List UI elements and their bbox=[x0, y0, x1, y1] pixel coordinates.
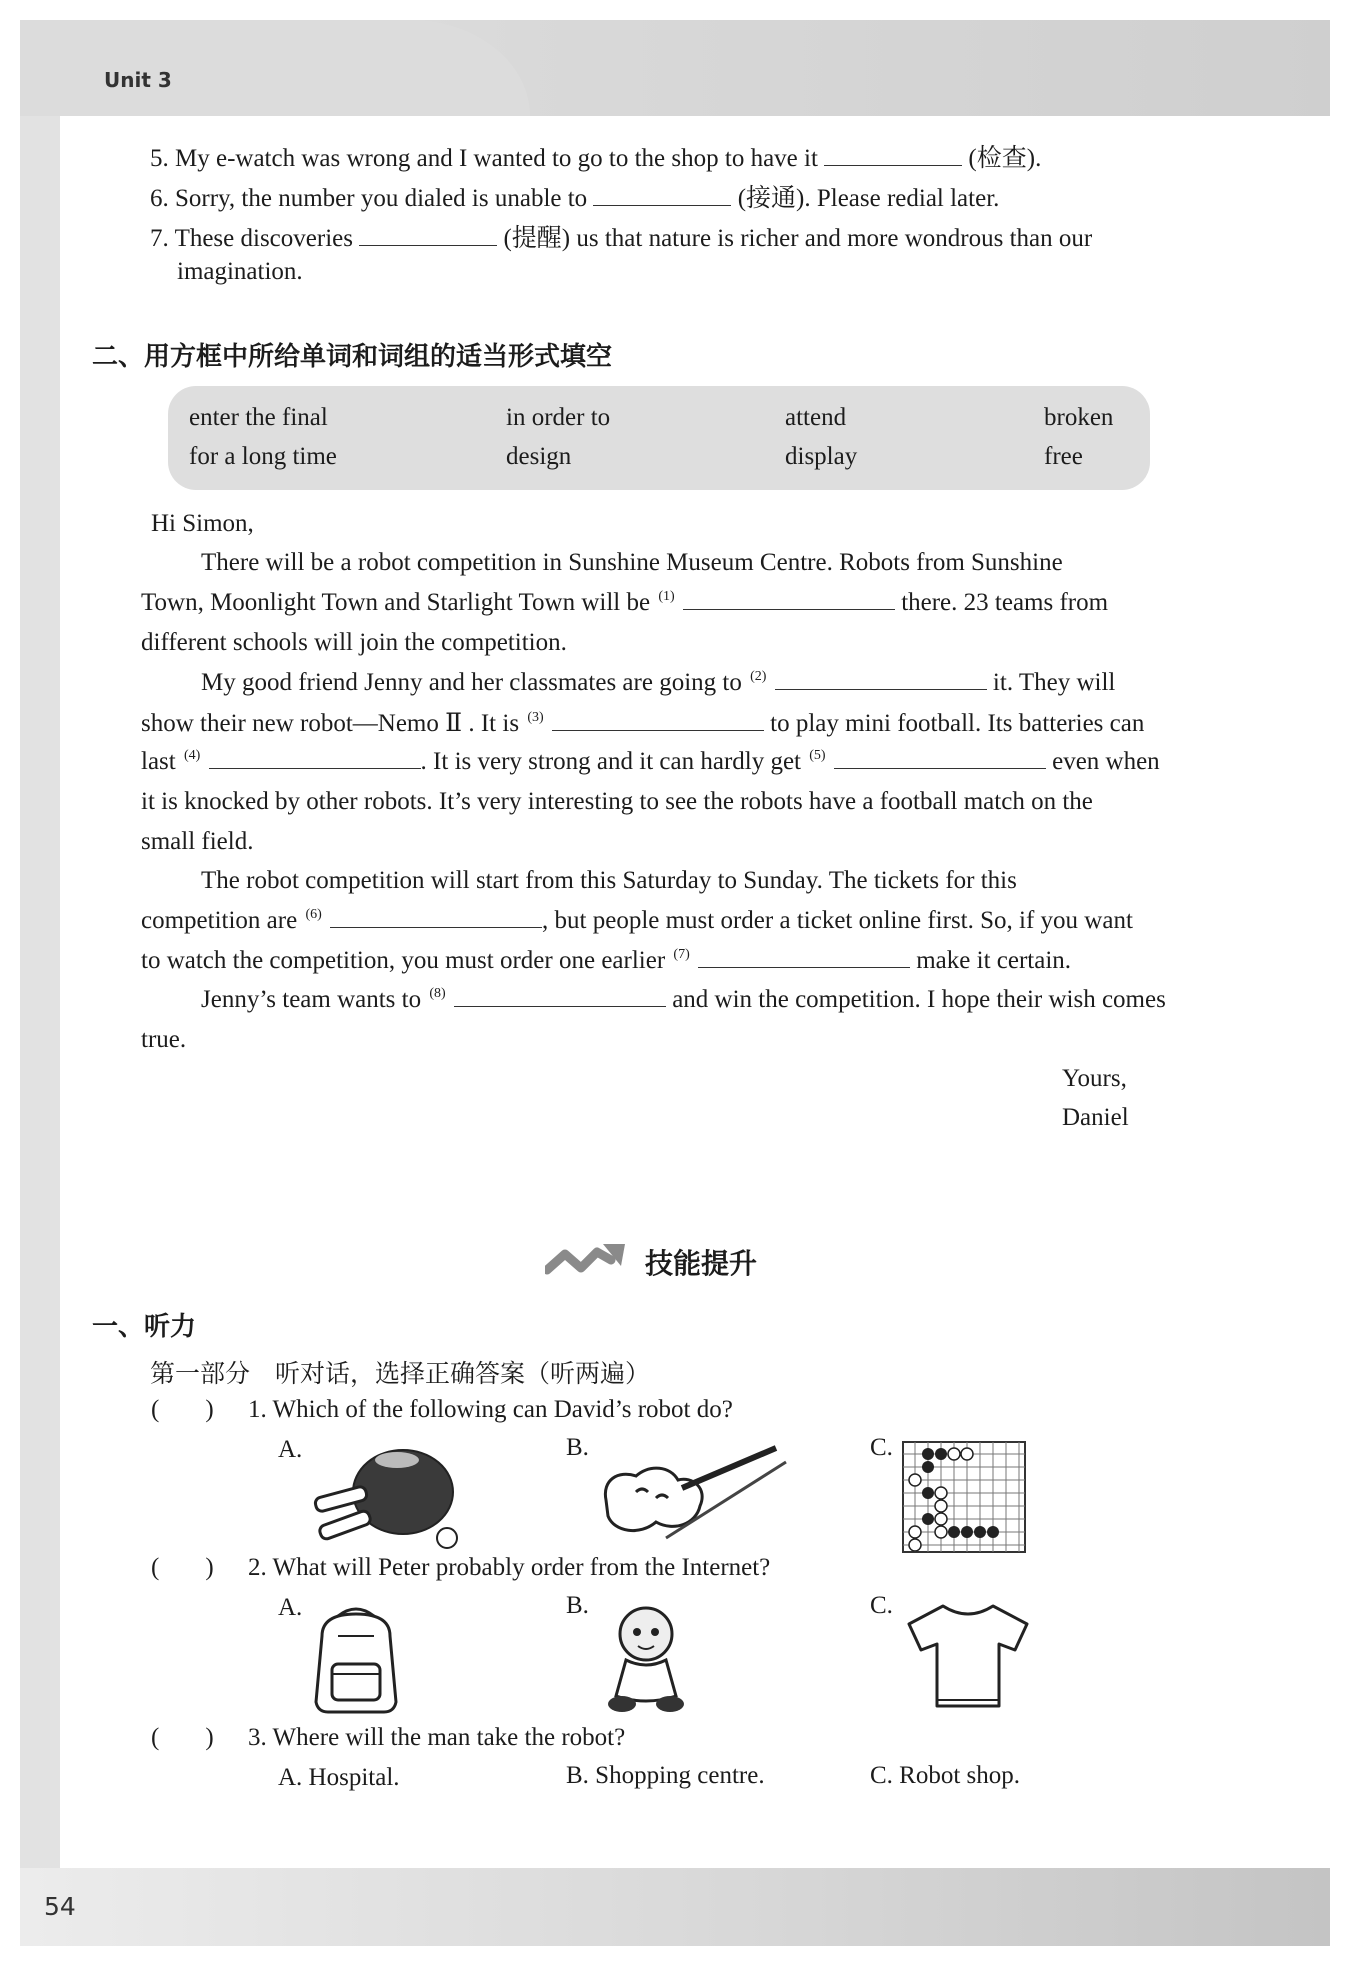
question-text: My e-watch was wrong and I wanted to go to the shop to have it bbox=[175, 145, 818, 172]
option-label: C. bbox=[870, 1434, 893, 1461]
option-label: A. bbox=[278, 1436, 303, 1463]
answer-blank[interactable] bbox=[552, 729, 764, 731]
word-box bbox=[168, 386, 1150, 490]
letter-line: competition are $^{(6)}$ , but people must order a ticket online first. So, if you want bbox=[141, 907, 1133, 934]
answer-paren[interactable]: ( ) bbox=[151, 1724, 214, 1751]
letter-line: show their new robot—Nemo Ⅱ . It is $^{(3)}$ to play mini football. Its batteries can bbox=[141, 710, 1145, 737]
answer-blank[interactable] bbox=[593, 204, 731, 206]
letter-signature: Daniel bbox=[1062, 1104, 1129, 1131]
go-board-icon[interactable] bbox=[901, 1440, 1027, 1559]
answer-blank[interactable] bbox=[775, 688, 987, 690]
question-7-continuation: imagination. bbox=[177, 258, 303, 285]
option-label: C. bbox=[870, 1592, 893, 1619]
letter-line: it is knocked by other robots. It’s very interesting to see the robots have a football match on the bbox=[141, 788, 1093, 815]
letter-line: The robot competition will start from this Saturday to Sunday. The tickets for this bbox=[201, 867, 1017, 894]
ping-pong-paddles-icon[interactable] bbox=[305, 1440, 465, 1557]
option-label: B. Shopping centre. bbox=[566, 1762, 765, 1789]
question-number: 6. bbox=[150, 185, 169, 212]
answer-blank[interactable] bbox=[454, 1005, 666, 1007]
letter-line: My good friend Jenny and her classmates are going to $^{(2)}$ it. They will bbox=[201, 669, 1116, 696]
listening-title: 一、听力 bbox=[92, 1312, 197, 1342]
question-5 bbox=[150, 138, 1041, 174]
option-label: B. bbox=[566, 1592, 589, 1619]
option-label: C. Robot shop. bbox=[870, 1762, 1021, 1789]
unit-label: Unit 3 bbox=[104, 68, 172, 92]
letter-line: last $^{(4)}$ . It is very strong and it can hardly get $^{(5)}$ even when bbox=[141, 748, 1160, 775]
backpack-icon[interactable] bbox=[308, 1602, 404, 1719]
footer-band bbox=[20, 1868, 1330, 1946]
t-shirt-icon[interactable] bbox=[903, 1600, 1033, 1717]
blank-number: (6) bbox=[305, 907, 322, 922]
answer-paren[interactable]: ( ) bbox=[151, 1554, 214, 1581]
question-hint: (检查). bbox=[968, 145, 1042, 172]
blank-number: (5) bbox=[809, 748, 826, 763]
blank-number: (4) bbox=[183, 748, 201, 763]
doll-icon[interactable] bbox=[596, 1600, 696, 1719]
blank-number: (7) bbox=[673, 947, 690, 962]
letter-line: small field. bbox=[141, 828, 254, 855]
option-label: A. Hospital. bbox=[278, 1764, 400, 1791]
question-number: 5. bbox=[150, 145, 169, 172]
answer-blank[interactable] bbox=[698, 966, 910, 968]
word-option: in order to bbox=[506, 404, 611, 431]
question-number: 7. bbox=[150, 225, 169, 252]
violin-icon[interactable] bbox=[596, 1440, 792, 1547]
answer-paren[interactable]: ( ) bbox=[151, 1396, 214, 1423]
header-tab bbox=[20, 20, 530, 116]
letter-greeting: Hi Simon, bbox=[151, 510, 254, 537]
question-hint: (接通). Please redial later. bbox=[737, 185, 1000, 212]
answer-blank[interactable] bbox=[330, 926, 542, 928]
word-option: broken bbox=[1044, 404, 1114, 431]
skills-heading: 技能提升 bbox=[645, 1247, 758, 1280]
question-6 bbox=[150, 178, 999, 214]
letter-line: Jenny’s team wants to $^{(8)}$ and win the competition. I hope their wish comes bbox=[201, 986, 1166, 1013]
letter-line: Town, Moonlight Town and Starlight Town will be $^{(1)}$ there. 23 teams from bbox=[141, 589, 1109, 616]
question-7 bbox=[150, 218, 1092, 254]
section-2-title: 二、用方框中所给单词和词组的适当形式填空 bbox=[92, 342, 613, 372]
letter-line: different schools will join the competition. bbox=[141, 629, 567, 656]
word-option: for a long time bbox=[189, 443, 337, 470]
answer-blank[interactable] bbox=[683, 608, 895, 610]
blank-number: (2) bbox=[750, 669, 767, 684]
word-option: free bbox=[1044, 443, 1083, 470]
letter-line: to watch the competition, you must order one earlier $^{(7)}$ make it certain. bbox=[141, 947, 1072, 974]
listening-question-2: 2. What will Peter probably order from the Internet? bbox=[248, 1554, 771, 1581]
letter-closing: Yours, bbox=[1062, 1065, 1127, 1092]
word-option: enter the final bbox=[189, 404, 328, 431]
letter-line: true. bbox=[141, 1026, 187, 1053]
answer-blank[interactable] bbox=[834, 767, 1046, 769]
word-option: display bbox=[785, 443, 858, 470]
blank-number: (1) bbox=[658, 589, 675, 604]
answer-blank[interactable] bbox=[824, 164, 962, 166]
option-label: B. bbox=[566, 1434, 589, 1461]
listening-question-1: 1. Which of the following can David’s robot do? bbox=[248, 1396, 733, 1423]
question-hint: (提醒) us that nature is richer and more wondrous than our bbox=[503, 225, 1093, 252]
question-text: Sorry, the number you dialed is unable to bbox=[175, 185, 588, 212]
blank-number: (3) bbox=[527, 710, 544, 725]
option-label: A. bbox=[278, 1594, 303, 1621]
trend-arrow-icon bbox=[545, 1240, 627, 1285]
word-option: design bbox=[506, 443, 572, 470]
left-margin-strip bbox=[20, 116, 60, 1946]
page-number: 54 bbox=[44, 1892, 76, 1921]
listening-question-3: 3. Where will the man take the robot? bbox=[248, 1724, 626, 1751]
blank-number: (8) bbox=[429, 986, 446, 1001]
word-option: attend bbox=[785, 404, 847, 431]
listening-part-title: 第一部分 听对话，选择正确答案（听两遍） bbox=[150, 1359, 651, 1388]
question-text: These discoveries bbox=[174, 225, 353, 252]
letter-line: There will be a robot competition in Sunshine Museum Centre. Robots from Sunshine bbox=[201, 549, 1063, 576]
answer-blank[interactable] bbox=[209, 767, 421, 769]
answer-blank[interactable] bbox=[359, 244, 497, 246]
